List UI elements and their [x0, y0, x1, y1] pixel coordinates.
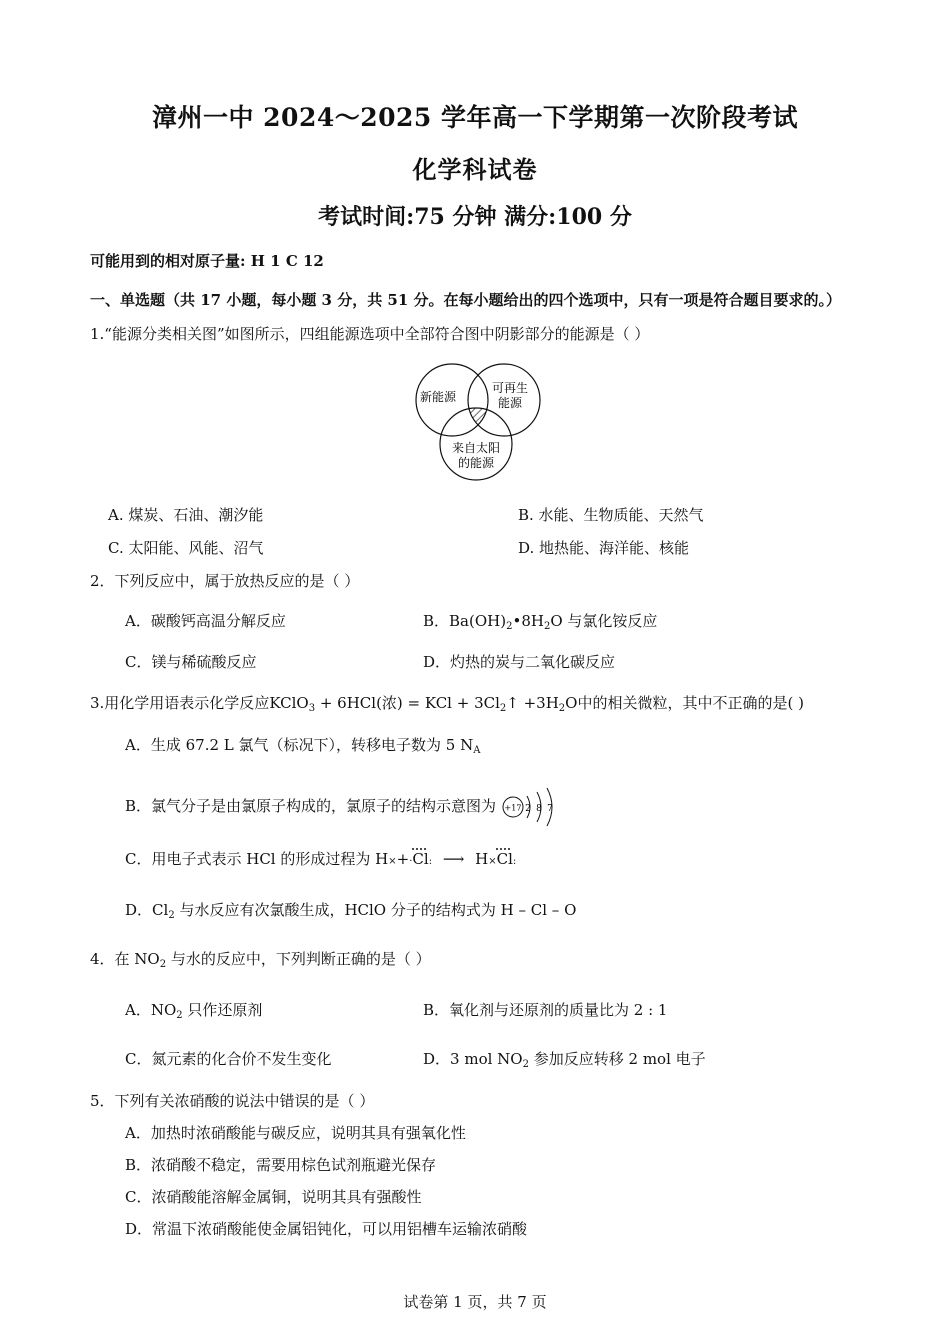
q4-option-d[interactable] — [423, 1048, 706, 1070]
q2-option-b-rest: •8H — [512, 612, 544, 630]
q3-eq4: O — [565, 694, 578, 712]
q4-option-d-label: D． — [423, 1050, 451, 1068]
q5-option-c[interactable]: C．浓硝酸能溶解金属铜，说明其具有强酸性 — [125, 1188, 422, 1206]
atomic-mass: 可能用到的相对原子量: H 1 C 12 — [90, 252, 324, 270]
q4-option-d-sub: 2 — [522, 1059, 529, 1070]
q5-stem: 5．下列有关浓硝酸的说法中错误的是（ ） — [90, 1092, 375, 1110]
q1-option-b[interactable]: B. 水能、生物质能、天然气 — [518, 506, 704, 524]
q4-option-d-text2: 参加反应转移 2 mol 电子 — [528, 1050, 706, 1068]
q5-option-a[interactable]: A．加热时浓硝酸能与碳反应，说明其具有强氧化性 — [125, 1124, 466, 1142]
atom-shell-2-electrons: 8 — [535, 804, 542, 814]
venn-diagram — [410, 360, 550, 485]
q3-option-d[interactable] — [125, 899, 576, 921]
q3-eq1-sub: 3 — [308, 703, 316, 714]
page-footer: 试卷第 1 页，共 7 页 — [403, 1293, 547, 1311]
q3-eq3: ↑ +3H — [506, 694, 559, 712]
q3-option-b-text: B．氯气分子是由氯原子构成的，氯原子的结构示意图为 — [125, 797, 497, 815]
hcl-plus: + — [396, 850, 410, 868]
q3-option-d-cl: Cl — [152, 901, 169, 919]
q3-option-d-text: 与水反应有次氯酸生成，HClO 分子的结构式为 H – Cl – O — [174, 901, 577, 919]
q3-option-b[interactable] — [125, 786, 563, 828]
atom-nucleus-charge: +17 — [504, 803, 522, 813]
venn-label-solar-2: 的能源 — [457, 456, 495, 470]
q2-option-d[interactable]: D．灼热的炭与二氧化碳反应 — [423, 653, 616, 671]
hcl-h-left: H — [375, 850, 389, 868]
q1-stem: 1.“能源分类相关图”如图所示，四组能源选项中全部符合图中阴影部分的能源是（ ） — [90, 325, 650, 343]
hcl-cl-right: Cl — [496, 850, 513, 868]
q4-option-a-sub: 2 — [176, 1010, 183, 1021]
hcl-arrow: ⟶ — [442, 850, 465, 868]
q4-option-a[interactable] — [125, 999, 262, 1021]
q4-option-a-formula: NO — [150, 1001, 177, 1019]
q3-option-c-text: C．用电子式表示 HCl 的形成过程为 — [125, 850, 371, 868]
q4-stem-sub: 2 — [159, 959, 167, 970]
q4-option-a-text: 只作还原剂 — [182, 1001, 263, 1019]
exam-title: 漳州一中 2024～2025 学年高一下学期第一次阶段考试 — [151, 103, 799, 132]
q2-option-a[interactable]: A．碳酸钙高温分解反应 — [125, 612, 286, 630]
q3-stem — [90, 692, 804, 714]
q3-option-a[interactable] — [125, 734, 480, 756]
q3-eq2-sub: 2 — [499, 703, 507, 714]
q5-option-d[interactable]: D．常温下浓硝酸能使金属铝钝化，可以用铝槽车运输浓硝酸 — [125, 1220, 528, 1238]
q1-option-c[interactable]: C. 太阳能、风能、沼气 — [108, 539, 264, 557]
q4-option-b[interactable]: B．氧化剂与还原剂的质量比为 2 : 1 — [423, 1001, 668, 1019]
hcl-h-right: H — [475, 850, 489, 868]
q2-option-b-label: B． — [423, 612, 450, 630]
q3-eq1: KClO — [269, 694, 309, 712]
q4-stem — [90, 948, 431, 970]
q4-option-a-label: A． — [125, 1001, 151, 1019]
q4-stem-b: 与水的反应中，下列判断正确的是（ ） — [166, 950, 431, 968]
q3-eq3-sub: 2 — [558, 703, 566, 714]
section-heading: 一、单选题（共 17 小题，每小题 3 分，共 51 分。在每小题给出的四个选项中，只有一项是符合题目要求的。） — [90, 291, 842, 309]
q4-option-d-text1: 3 mol NO — [450, 1050, 523, 1068]
q1-option-d[interactable]: D. 地热能、海洋能、核能 — [518, 539, 690, 557]
q4-option-c[interactable]: C．氮元素的化合价不发生变化 — [125, 1050, 332, 1068]
atom-shell-3-electrons: 7 — [546, 804, 553, 814]
venn-label-solar-1: 来自太阳 — [451, 441, 501, 455]
q5-option-b[interactable]: B．浓硝酸不稳定，需要用棕色试剂瓶避光保存 — [125, 1156, 437, 1174]
q2-option-b[interactable] — [423, 610, 657, 632]
q2-option-c[interactable]: C．镁与稀硫酸反应 — [125, 653, 257, 671]
q2-option-b-tail: O 与氯化铵反应 — [550, 612, 658, 630]
venn-label-renewable-2: 能源 — [497, 396, 523, 410]
q2-option-b-sub2: 2 — [543, 621, 551, 632]
q1-option-a[interactable]: A. 煤炭、石油、潮汐能 — [108, 506, 264, 524]
q3-option-a-text: A．生成 67.2 L 氯气（标况下），转移电子数为 5 N — [125, 736, 474, 754]
venn-label-renewable-1: 可再生 — [491, 381, 529, 395]
atom-shell-1-electrons: 2 — [524, 804, 531, 814]
q3-option-c[interactable] — [125, 848, 516, 869]
q2-stem: 2．下列反应中，属于放热反应的是（ ） — [90, 572, 360, 590]
q3-option-d-sub: 2 — [168, 910, 175, 921]
q4-stem-a: 4．在 NO — [90, 950, 160, 968]
q3-stem-b: 中的相关微粒，其中不正确的是( ) — [577, 694, 804, 712]
subject-title: 化学科试卷 — [412, 155, 538, 184]
venn-label-new: 新能源 — [419, 390, 457, 404]
hcl-cl-left: Cl — [412, 850, 429, 868]
q3-option-d-label: D． — [125, 901, 153, 919]
time-score: 考试时间:75 分钟 满分:100 分 — [318, 204, 632, 230]
q3-option-a-sub: A — [473, 745, 481, 756]
q3-stem-a: 3.用化学用语表示化学反应 — [90, 694, 270, 712]
q3-eq2: + 6HCl(浓) = KCl + 3Cl — [315, 694, 500, 712]
chlorine-atom-diagram — [501, 786, 563, 828]
q2-option-b-sub: 2 — [506, 621, 513, 632]
hcl-electron-formula: H×+·Cl: ⟶ H×Cl: — [375, 850, 517, 868]
q2-option-b-formula: Ba(OH) — [449, 612, 507, 630]
